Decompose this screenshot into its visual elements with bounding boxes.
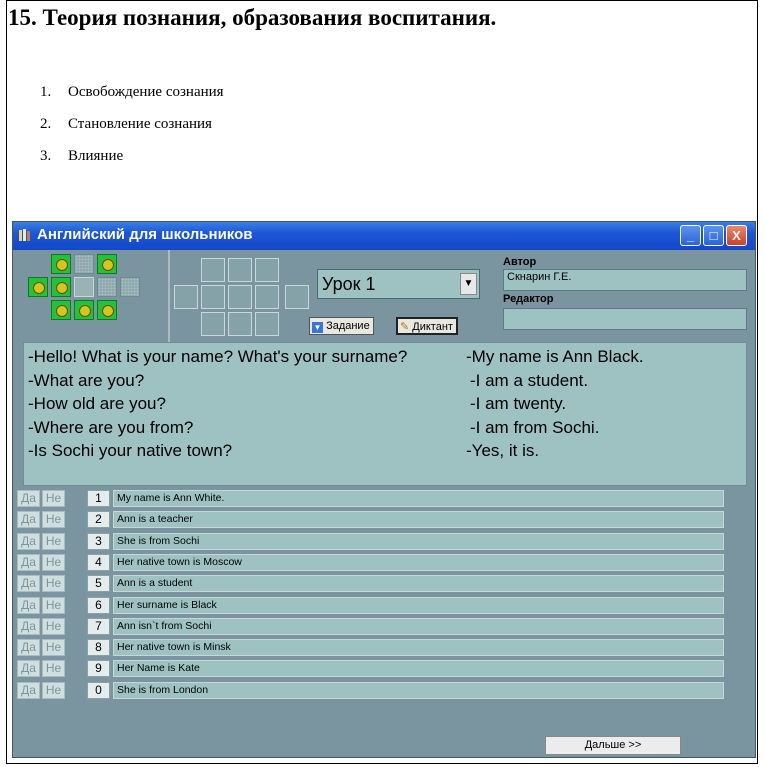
statement-text: Her native town is Minsk — [113, 639, 724, 656]
stone-tile[interactable] — [74, 254, 94, 274]
yes-button[interactable]: Да — [17, 597, 40, 614]
close-button[interactable]: X — [726, 225, 747, 246]
letter-cell[interactable] — [228, 258, 252, 282]
no-button[interactable]: Не — [42, 533, 65, 550]
no-button[interactable]: Не — [42, 575, 65, 592]
statement-row — [17, 597, 724, 614]
dialog-question: -How old are you? — [28, 394, 166, 413]
no-button[interactable]: Не — [42, 511, 65, 528]
list-item: 3. Влияние — [40, 148, 124, 164]
statement-number: 5 — [87, 575, 110, 592]
letter-cell[interactable] — [201, 285, 225, 309]
yes-button[interactable]: Да — [17, 660, 40, 677]
yes-button[interactable]: Да — [17, 511, 40, 528]
statement-number: 9 — [87, 660, 110, 677]
dialog-answer: -I am twenty. — [470, 394, 567, 413]
statement-text: She is from Sochi — [113, 533, 724, 550]
pen-icon: ✎ — [400, 321, 410, 333]
dialog-answer: -I am a student. — [470, 370, 589, 390]
no-button[interactable]: Не — [42, 554, 65, 571]
statement-number: 2 — [87, 511, 110, 528]
statement-row — [17, 682, 724, 699]
statement-text: My name is Ann White. — [113, 490, 724, 507]
flower-tile[interactable] — [51, 277, 71, 297]
statement-row — [17, 490, 724, 507]
statement-number: 6 — [87, 597, 110, 614]
no-button[interactable]: Не — [42, 682, 65, 699]
statement-text: Ann is a student — [113, 575, 724, 592]
task-button[interactable]: ▼ Задание — [309, 317, 374, 335]
statement-row — [17, 660, 724, 677]
statement-text: She is from London — [113, 682, 724, 699]
app-window — [12, 221, 756, 758]
list-item: 2. Становление сознания — [40, 116, 212, 132]
statement-number: 1 — [87, 490, 110, 507]
dialog-question: -Is Sochi your native town? — [28, 441, 233, 460]
flower-tile[interactable] — [51, 300, 71, 320]
letter-cell[interactable] — [201, 258, 225, 282]
list-item: 1. Освобождение сознания — [40, 84, 224, 100]
statement-row — [17, 639, 724, 656]
flower-tile[interactable] — [51, 254, 71, 274]
statement-row — [17, 554, 724, 571]
dialog-answer: -Yes, it is. — [466, 441, 540, 460]
statement-number: 0 — [87, 682, 110, 699]
dialog-question: -What are you? — [28, 370, 145, 390]
statement-text: Her Name is Kate — [113, 660, 724, 677]
letter-cell[interactable] — [228, 312, 252, 336]
yes-button[interactable]: Да — [17, 490, 40, 507]
dictation-button[interactable]: ✎ Диктант — [396, 317, 458, 335]
editor-field[interactable] — [503, 308, 747, 330]
next-button[interactable]: Дальше >> — [545, 736, 681, 755]
statement-text: Her native town is Moscow — [113, 554, 724, 571]
statement-number: 4 — [87, 554, 110, 571]
statement-text: Ann isn`t from Sochi — [113, 618, 724, 635]
dialog-question: -Hello! What is your name? What's your surname? — [28, 347, 408, 366]
lesson-select[interactable]: Урок 1 ▼ — [317, 269, 480, 299]
no-button[interactable]: Не — [42, 618, 65, 635]
statement-number: 7 — [87, 618, 110, 635]
document-title: 15. Теория познания, образования воспитания. — [8, 5, 497, 30]
yes-button[interactable]: Да — [17, 575, 40, 592]
maximize-button[interactable]: □ — [703, 225, 724, 246]
letter-cell[interactable] — [174, 285, 198, 309]
window-title: Английский для школьников — [37, 226, 253, 243]
game-board — [17, 254, 167, 344]
flower-tile[interactable] — [74, 300, 94, 320]
flower-tile[interactable] — [28, 277, 48, 297]
statement-text: Ann is a teacher — [113, 511, 724, 528]
stone-tile[interactable] — [120, 277, 140, 297]
statement-row — [17, 533, 724, 550]
dialog-answer: -I am from Sochi. — [470, 417, 600, 437]
statement-row — [17, 575, 724, 592]
yes-button[interactable]: Да — [17, 682, 40, 699]
document-list — [40, 84, 224, 180]
letter-cell[interactable] — [228, 285, 252, 309]
editor-label: Редактор — [503, 293, 554, 305]
no-button[interactable]: Не — [42, 639, 65, 656]
yes-button[interactable]: Да — [17, 639, 40, 656]
statement-number: 8 — [87, 639, 110, 656]
statement-row — [17, 511, 724, 528]
statement-text: Her surname is Black — [113, 597, 724, 614]
author-field[interactable]: Скнарин Г.Е. — [503, 269, 747, 291]
yes-button[interactable]: Да — [17, 618, 40, 635]
letter-cell[interactable] — [255, 258, 279, 282]
yes-button[interactable]: Да — [17, 533, 40, 550]
dialog-answer: -My name is Ann Black. — [466, 347, 644, 366]
empty-tile[interactable] — [74, 277, 94, 297]
dialog-panel — [23, 342, 747, 486]
minimize-button[interactable]: _ — [680, 225, 701, 246]
chevron-down-icon[interactable]: ▼ — [460, 273, 477, 295]
stone-tile[interactable] — [97, 277, 117, 297]
dialog-question: -Where are you from? — [28, 417, 194, 437]
letter-cell[interactable] — [255, 312, 279, 336]
author-label: Автор — [503, 256, 537, 268]
letter-cell[interactable] — [201, 312, 225, 336]
down-arrow-icon: ▼ — [313, 323, 322, 332]
letter-cell[interactable] — [255, 285, 279, 309]
flower-tile[interactable] — [97, 254, 117, 274]
divider — [168, 250, 170, 342]
title-bar[interactable] — [13, 222, 755, 250]
books-icon — [18, 228, 32, 242]
no-button[interactable]: Не — [42, 597, 65, 614]
statement-row — [17, 618, 724, 635]
flower-tile[interactable] — [97, 300, 117, 320]
statement-number: 3 — [87, 533, 110, 550]
yes-button[interactable]: Да — [17, 554, 40, 571]
no-button[interactable]: Не — [42, 490, 65, 507]
letter-cell[interactable] — [285, 285, 309, 309]
no-button[interactable]: Не — [42, 660, 65, 677]
